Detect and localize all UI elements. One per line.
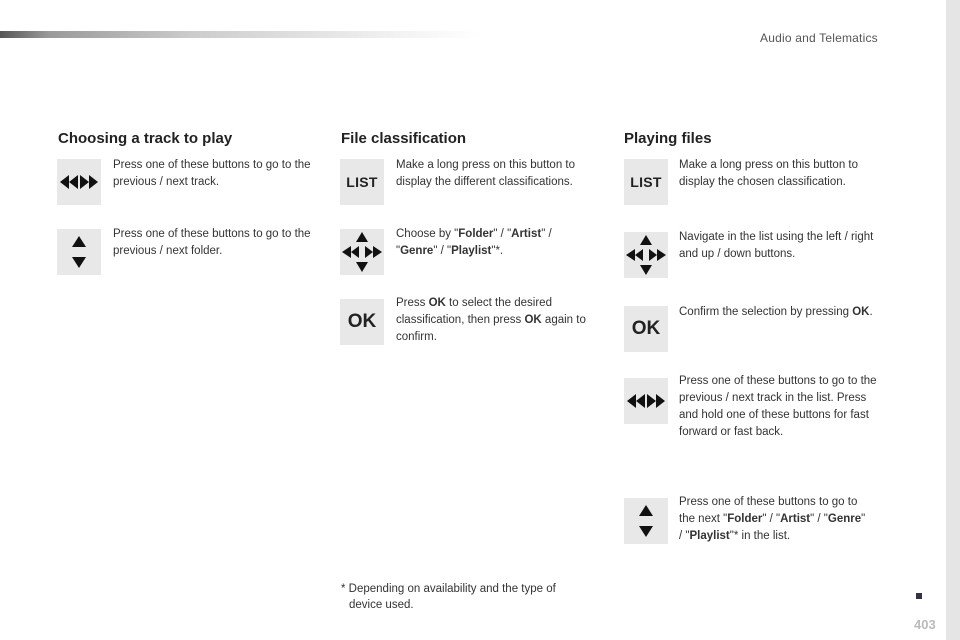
four-way-button-graphic <box>340 229 384 275</box>
footnote <box>341 581 601 613</box>
page-number: 403 <box>914 617 936 632</box>
header-gradient-bar <box>0 31 480 38</box>
up-down-button-graphic <box>57 229 101 275</box>
instruction-list-long-press: Make a long press on this button to display the different classifications. <box>396 159 575 188</box>
up-down-button-graphic-2 <box>624 498 668 544</box>
list-button-graphic <box>340 159 384 205</box>
ok-button-graphic-2 <box>624 306 668 352</box>
four-way-arrows-icon-2 <box>624 233 668 277</box>
ok-button-graphic <box>340 299 384 345</box>
up-down-arrows-icon-2 <box>636 503 656 539</box>
prev-next-arrows-icon-2 <box>624 391 668 411</box>
footnote-line-1: * Depending on availability and the type of <box>341 583 556 595</box>
column-title-playing-files: Playing files <box>624 130 712 147</box>
column-title-choosing-track: Choosing a track to play <box>58 130 233 147</box>
instruction-press-ok: Press OK to select the desired classification, then press OK again to confirm. <box>396 297 586 343</box>
instruction-choose-by: Choose by "Folder" / "Artist" / "Genre" / "Playlist"*. <box>396 228 552 257</box>
four-way-arrows-icon <box>340 230 384 274</box>
prev-next-button-graphic-2 <box>624 378 668 424</box>
instruction-prev-next-folder: Press one of these buttons to go to the previous / next folder. <box>113 228 311 257</box>
list-button-label-2: LIST <box>630 174 662 190</box>
instruction-navigate-list: Navigate in the list using the left / right and up / down buttons. <box>679 231 874 260</box>
section-title: Audio and Telematics <box>760 31 878 45</box>
up-down-arrows-icon <box>69 234 89 270</box>
ok-button-label-2: OK <box>631 318 661 339</box>
prev-next-arrows-icon <box>57 172 101 192</box>
instruction-prev-next-track: Press one of these buttons to go to the previous / next track. <box>113 159 311 188</box>
instruction-confirm-selection: Confirm the selection by pressing OK. <box>679 306 873 318</box>
list-button-graphic-2 <box>624 159 668 205</box>
instruction-display-classification: Make a long press on this button to display the chosen classification. <box>679 159 858 188</box>
column-title-file-classification: File classification <box>341 130 467 147</box>
page-marker <box>916 593 922 599</box>
page-edge-strip <box>946 0 960 640</box>
footnote-line-2: device used. <box>349 599 414 611</box>
list-button-label: LIST <box>346 174 378 190</box>
prev-next-button-graphic <box>57 159 101 205</box>
instruction-prev-next-track-list: Press one of these buttons to go to the previous / next track in the list. Press and hold one of these buttons for fast forward or fast back. <box>679 375 877 438</box>
ok-button-label: OK <box>347 311 377 332</box>
instruction-next-folder: Press one of these buttons to go to the next "Folder" / "Artist" / "Genre" / "Playlist"* in the list. <box>679 496 866 542</box>
four-way-button-graphic-2 <box>624 232 668 278</box>
